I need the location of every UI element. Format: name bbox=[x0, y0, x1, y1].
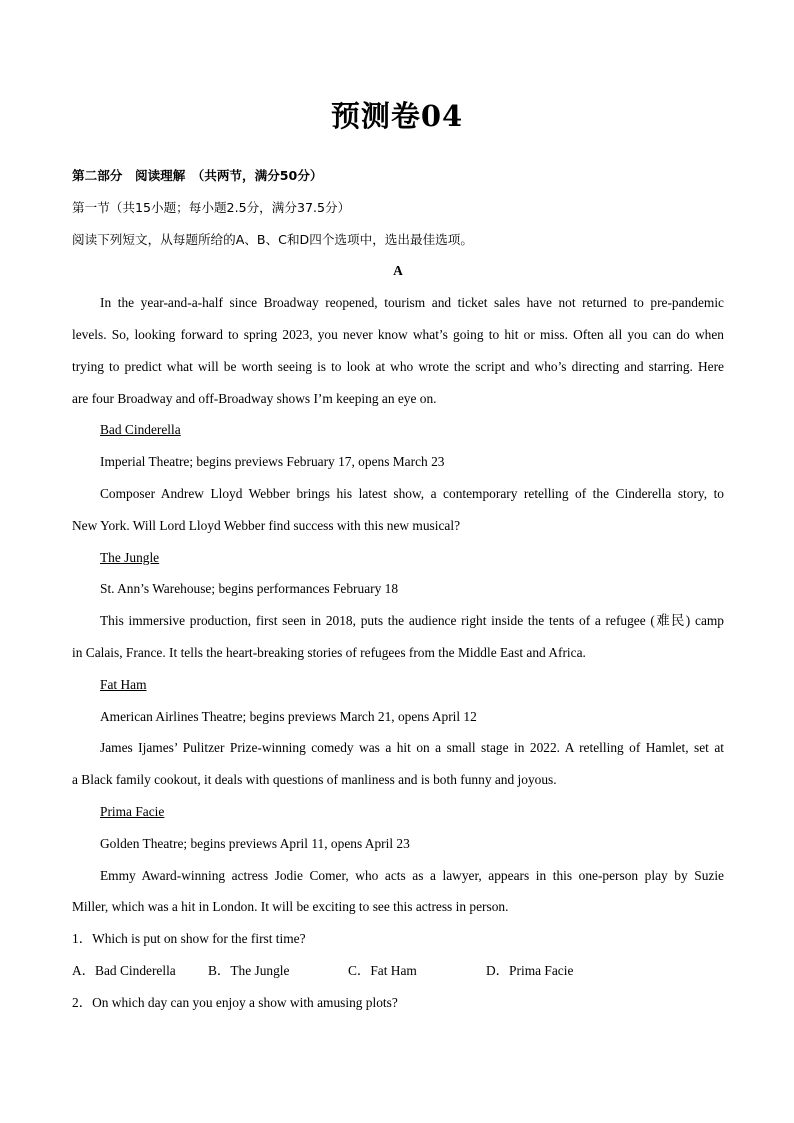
question-options bbox=[72, 955, 724, 987]
option-c: C．Fat Ham bbox=[348, 962, 417, 978]
page-title: 预测卷04 bbox=[330, 99, 464, 133]
option-a: A．Bad Cinderella bbox=[72, 962, 176, 978]
content-body bbox=[72, 160, 724, 1019]
intro-line: In the year-and-a-half since Broadway reopened, tourism and ticket sales have not returned to pre-pandemic bbox=[100, 295, 724, 311]
show-name-wrapper bbox=[72, 669, 724, 701]
show-description-line: New York. Will Lord Lloyd Webber find success with this new musical? bbox=[72, 517, 461, 533]
option-b: B．The Jungle bbox=[208, 962, 290, 978]
show-name: Prima Facie bbox=[100, 803, 165, 819]
intro-line: levels. So, looking forward to spring 2023, you never know what’s going to hit or miss. Often all you can do when bbox=[72, 326, 724, 342]
section-heading: 第一节（共15小题；每小题2.5分，满分37.5分） bbox=[72, 199, 351, 215]
show-venue: St. Ann’s Warehouse; begins performances February 18 bbox=[100, 581, 399, 597]
show-name: Bad Cinderella bbox=[100, 422, 181, 438]
show-description-line: Miller, which was a hit in London. It will be exciting to see this actress in person. bbox=[72, 899, 509, 915]
part-heading: 第二部分 阅读理解 （共两节，满分50分） bbox=[72, 168, 323, 183]
show-venue: Imperial Theatre; begins previews February 17, opens March 23 bbox=[100, 454, 445, 470]
show-name-wrapper bbox=[72, 542, 724, 574]
show-description-line: This immersive production, first seen in 2018, puts the audience right inside the tents of a refugee (难民) camp bbox=[100, 613, 724, 629]
show-name-wrapper bbox=[72, 414, 724, 446]
show-venue: Golden Theatre; begins previews April 11, opens April 23 bbox=[100, 835, 410, 851]
question-text: 1．Which is put on show for the first time? bbox=[72, 931, 306, 947]
intro-line: are four Broadway and off-Broadway shows I’m keeping an eye on. bbox=[72, 390, 437, 406]
show-description-line: in Calais, France. It tells the heart-breaking stories of refugees from the Middle East and Africa. bbox=[72, 644, 586, 660]
show-name: Fat Ham bbox=[100, 676, 147, 692]
show-name-wrapper bbox=[72, 796, 724, 828]
show-description-line: Emmy Award-winning actress Jodie Comer, who acts as a lawyer, appears in this one-person play by Suzie bbox=[100, 867, 724, 883]
instruction-text: 阅读下列短文，从每题所给的A、B、C和D四个选项中，选出最佳选项。 bbox=[72, 231, 473, 247]
show-description-line: James Ijames’ Pulitzer Prize-winning comedy was a hit on a small stage in 2022. A retelling of Hamlet, set at bbox=[100, 740, 724, 756]
option-d: D．Prima Facie bbox=[486, 962, 574, 978]
show-venue: American Airlines Theatre; begins previews March 21, opens April 12 bbox=[100, 708, 477, 724]
show-description-line: Composer Andrew Lloyd Webber brings his latest show, a contemporary retelling of the Cinderella story, to bbox=[100, 485, 724, 501]
question-text: 2．On which day can you enjoy a show with amusing plots? bbox=[72, 994, 398, 1010]
show-description-line: a Black family cookout, it deals with questions of manliness and is both funny and joyous. bbox=[72, 772, 557, 788]
intro-line: trying to predict what will be worth seeing is to look at who wrote the script and who’s directing and starring. Here bbox=[72, 358, 724, 374]
passage-label: A bbox=[393, 263, 403, 279]
show-name: The Jungle bbox=[100, 549, 160, 565]
